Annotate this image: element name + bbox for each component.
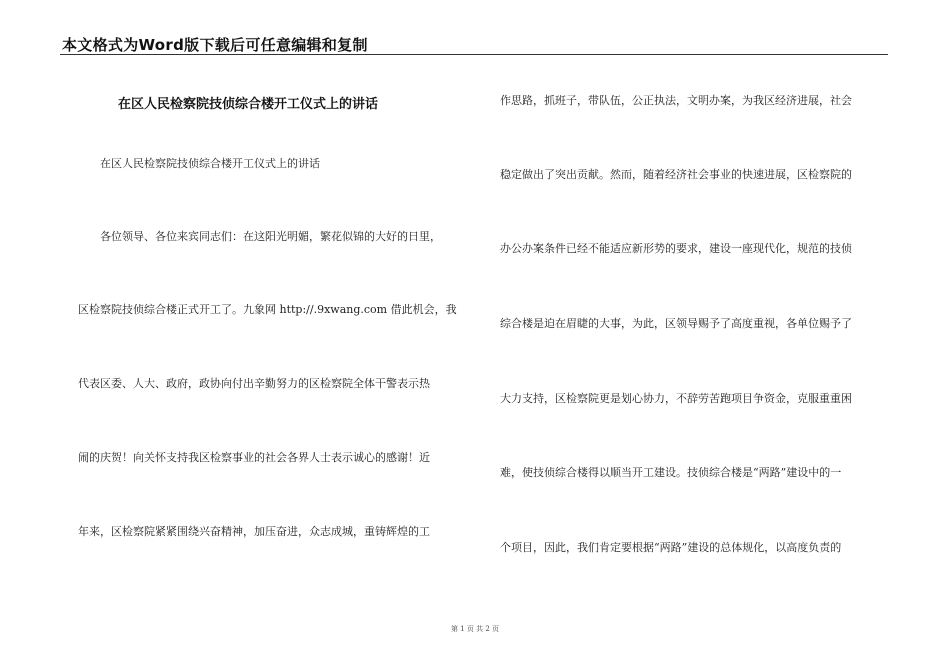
right-line-3: 办公办案条件已经不能适应新形势的要求，建设一座现代化，规范的技侦 (500, 242, 852, 255)
right-line-4: 综合楼是迫在眉睫的大事，为此，区领导赐予了高度重视，各单位赐予了 (500, 317, 852, 330)
right-line-1: 作思路，抓班子，带队伍，公正执法，文明办案，为我区经济进展，社会 (500, 94, 852, 107)
left-line-4: 代表区委、人大、政府，政协向付出辛勤努力的区检察院全体干警表示热 (78, 377, 430, 390)
left-line-2: 各位领导、各位来宾同志们：在这阳光明媚，繁花似锦的大好的日里， (100, 230, 441, 243)
document-title: 在区人民检察院技侦综合楼开工仪式上的讲话 (118, 97, 379, 112)
right-line-7: 个项目，因此，我们肯定要根据“两路”建设的总体规化，以高度负责的 (500, 541, 842, 554)
left-line-6: 年来，区检察院紧紧围绕兴奋精神，加压奋进，众志成城，重铸辉煌的工 (78, 525, 430, 538)
left-line-5: 闹的庆贺！向关怀支持我区检察事业的社会各界人士表示诚心的感谢！近 (78, 451, 430, 464)
header-divider (60, 54, 888, 55)
right-line-6: 难，使技侦综合楼得以顺当开工建设。技侦综合楼是“两路”建设中的一 (500, 466, 842, 479)
left-line-3: 区检察院技侦综合楼正式开工了。九象网 http://.9xwang.com 借此机会，我 (78, 303, 457, 316)
page-indicator: 第 1 页 共 2 页 (450, 625, 500, 633)
document-banner: 本文格式为Word版下载后可任意编辑和复制 (62, 36, 368, 54)
left-line-1: 在区人民检察院技侦综合楼开工仪式上的讲话 (100, 157, 320, 170)
right-line-2: 稳定做出了突出贡献。然而，随着经济社会事业的快速进展，区检察院的 (500, 168, 852, 181)
right-line-5: 大力支持，区检察院更是划心协力，不辞劳苦跑项目争资金，克服重重困 (500, 392, 852, 405)
